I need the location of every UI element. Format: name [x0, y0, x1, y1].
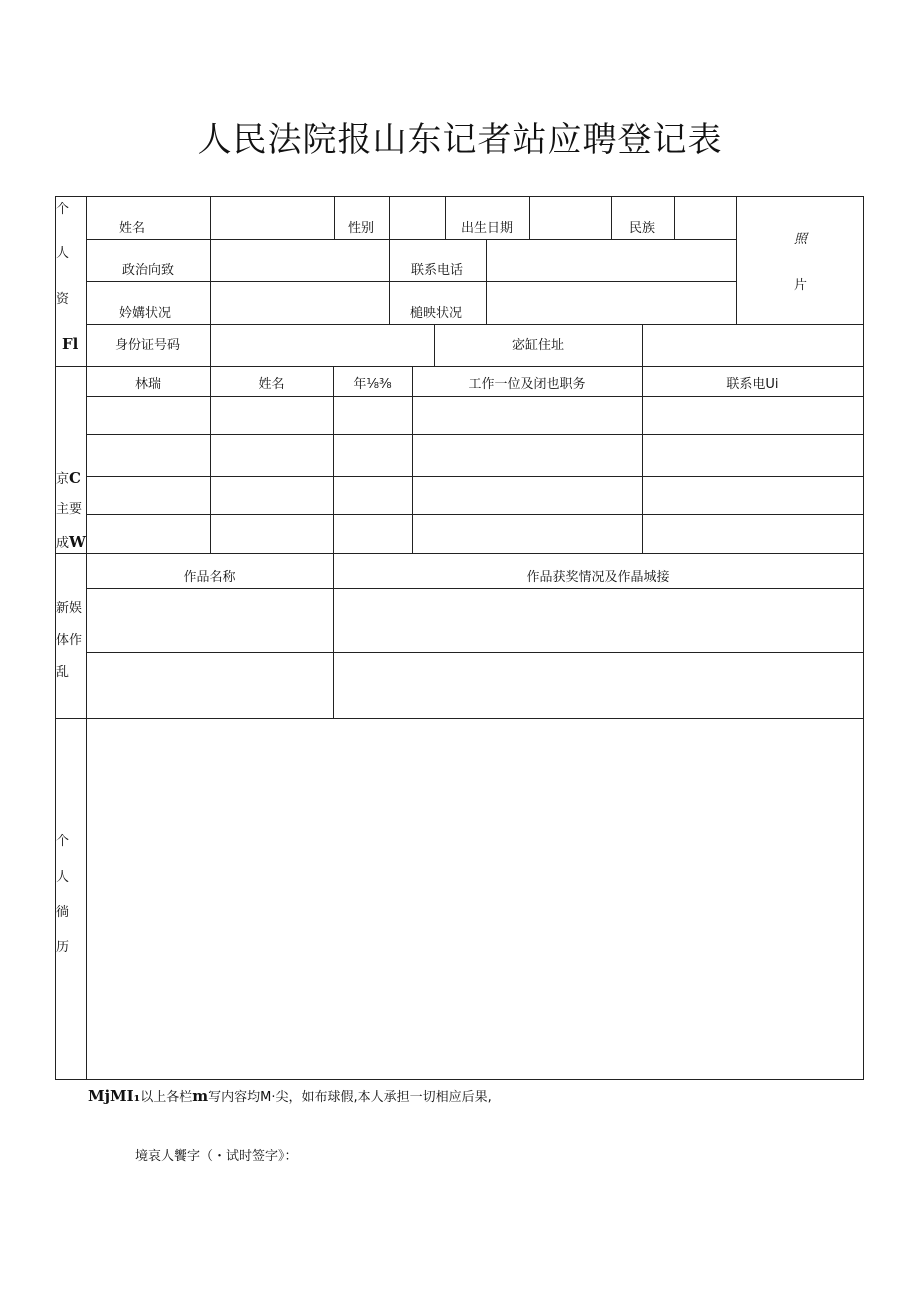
form-title: 人民法院报山东记者站应聘登记表 — [197, 120, 723, 160]
family-row[interactable] — [87, 397, 863, 434]
media-header-awards: 作品获奖情况及作晶城接 — [526, 570, 670, 585]
ethnic-label: 民族 — [629, 221, 656, 236]
health-label: 槌映状况 — [410, 306, 463, 321]
photo-label-2: 片 — [794, 278, 808, 293]
marital-label: 妗媾状况 — [119, 306, 172, 321]
address-label: 宓缸住址 — [512, 338, 565, 353]
side-char: 人 — [56, 246, 70, 261]
media-header-title: 作品名称 — [183, 570, 236, 585]
political-field[interactable] — [212, 241, 388, 280]
name-label: 姓名 — [119, 221, 146, 236]
id-number-field[interactable] — [212, 326, 433, 365]
phone-field[interactable] — [488, 241, 735, 280]
signature-label: 境哀人饗字（・试时签字》： — [135, 1149, 298, 1164]
photo-box[interactable] — [738, 198, 862, 323]
note-rest: 写内容均M·尖，如布球假,本人承担一切相应后果, — [208, 1090, 492, 1105]
family-header-work: 工作一位及闭也职务 — [468, 377, 586, 392]
family-header-relation: 林瑞 — [134, 377, 161, 392]
side-char: 新娱 — [56, 601, 83, 616]
side-char: 京C — [56, 469, 81, 487]
side-char: 主要 — [56, 502, 83, 517]
name-field[interactable] — [212, 198, 332, 238]
ethnic-field[interactable] — [676, 198, 735, 238]
media-row[interactable] — [87, 589, 863, 652]
family-header-name: 姓名 — [258, 377, 285, 392]
side-char: 乱 — [56, 665, 70, 680]
signature-field[interactable] — [330, 1140, 630, 1164]
phone-label: 联系电话 — [411, 263, 464, 278]
marital-field[interactable] — [212, 283, 388, 323]
note-text: 以上各栏 — [140, 1090, 193, 1105]
political-label: 政治向致 — [122, 263, 175, 278]
resume-field[interactable] — [87, 719, 863, 1079]
address-field[interactable] — [644, 326, 862, 365]
family-row[interactable] — [87, 477, 863, 514]
side-char: 成W — [56, 533, 86, 551]
family-header-phone: 联系电Ui — [726, 377, 779, 392]
side-char: 个 — [56, 202, 70, 217]
photo-label-1: 照 — [794, 232, 808, 247]
health-field[interactable] — [488, 283, 735, 323]
gender-label: 性别 — [348, 221, 375, 236]
note-prefix: MjMI₁ — [88, 1087, 141, 1105]
side-char: 徜 — [56, 905, 70, 920]
side-char: 资 — [56, 292, 70, 307]
side-char: 个 — [56, 834, 70, 849]
gender-field[interactable] — [391, 198, 444, 238]
birth-date-field[interactable] — [531, 198, 610, 238]
family-row[interactable] — [87, 435, 863, 476]
media-row[interactable] — [87, 653, 863, 718]
side-char: Fl — [62, 335, 79, 353]
family-row[interactable] — [87, 515, 863, 553]
side-char: 人 — [56, 870, 70, 885]
side-char: 体作 — [56, 633, 83, 648]
birth-date-label: 出生日期 — [461, 221, 514, 236]
side-char: 历 — [56, 940, 70, 955]
id-number-label: 身份证号码 — [115, 338, 181, 353]
declaration-note — [88, 1086, 492, 1105]
family-header-age: 年⅛⅜ — [353, 377, 392, 392]
note-bold: m — [192, 1087, 209, 1105]
